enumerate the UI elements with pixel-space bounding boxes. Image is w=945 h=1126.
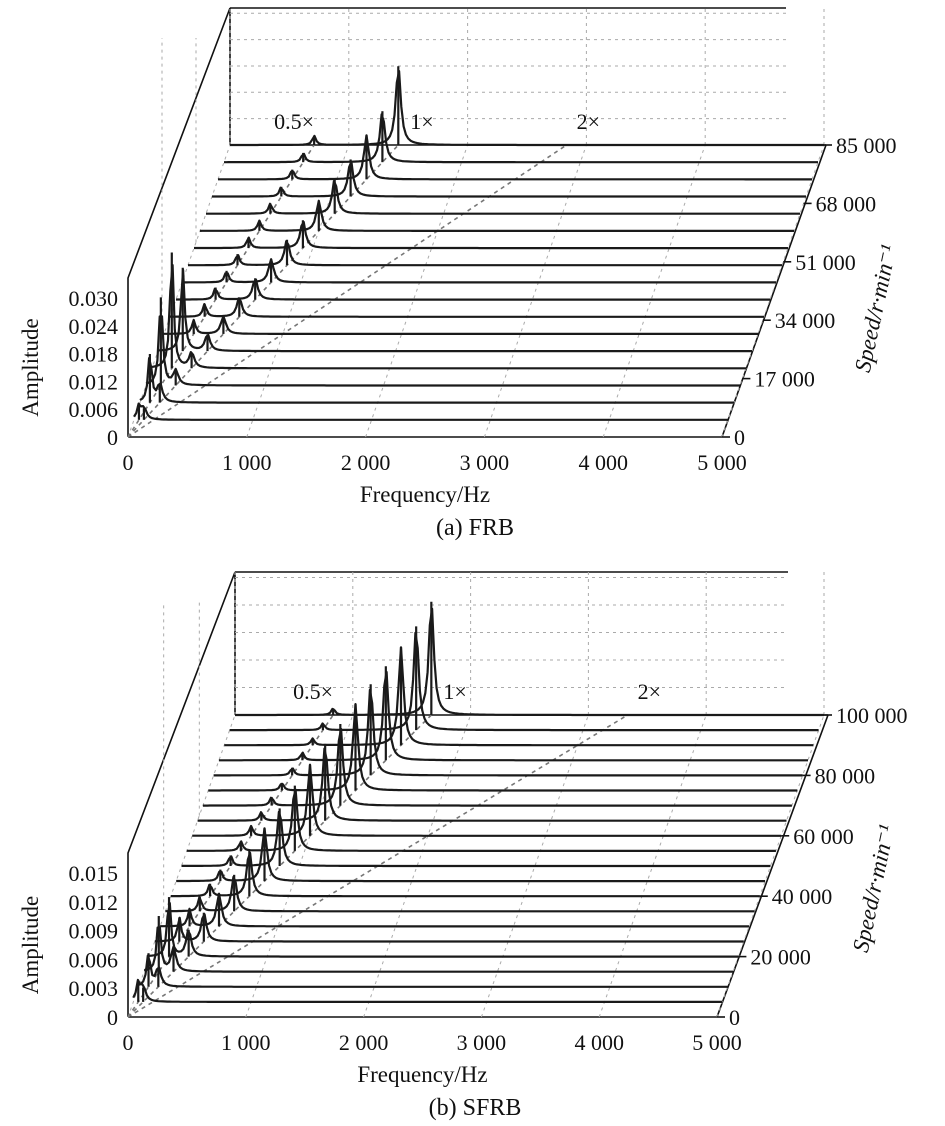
y-tick-label: 0.006 bbox=[68, 947, 118, 973]
order-label-2: 2× bbox=[576, 109, 601, 134]
y-tick-label: 0.009 bbox=[68, 918, 118, 944]
x-tick-label: 4 000 bbox=[578, 450, 628, 475]
order-label-0: 0.5× bbox=[274, 109, 315, 134]
z-tick-label: 40 000 bbox=[771, 884, 833, 910]
z-tick-label: 34 000 bbox=[774, 308, 836, 334]
left-wall-frame bbox=[128, 8, 230, 437]
y-tick-label: 0.015 bbox=[68, 861, 118, 886]
x-tick-label: 4 000 bbox=[574, 1030, 624, 1055]
order-label-1: 1× bbox=[443, 679, 467, 704]
order-label-1: 1× bbox=[410, 109, 434, 134]
floor-grid-line bbox=[484, 145, 586, 437]
spectrum-trace bbox=[200, 201, 794, 231]
order-line-2 bbox=[128, 145, 567, 437]
z-tick-label: 0 bbox=[734, 425, 745, 450]
spectrum-trace bbox=[133, 980, 722, 1002]
y-tick-label: 0.006 bbox=[68, 397, 118, 423]
x-tick-label: 3 000 bbox=[459, 450, 510, 475]
z-axis-line bbox=[722, 145, 826, 437]
spectrum-trace bbox=[188, 241, 782, 265]
spectrum-trace bbox=[164, 316, 758, 334]
spectrum-trace bbox=[140, 358, 734, 403]
z-tick-label: 17 000 bbox=[754, 366, 815, 392]
panel-a-waterfall bbox=[18, 8, 901, 541]
spectrum-trace bbox=[208, 704, 797, 790]
z-tick-label: 80 000 bbox=[814, 763, 876, 789]
spectrum-trace bbox=[194, 222, 788, 248]
x-tick-label: 2 000 bbox=[340, 450, 391, 475]
z-tick-label: 85 000 bbox=[836, 133, 897, 158]
y-tick-label: 0.003 bbox=[68, 976, 118, 1002]
y-axis-title: Amplitude bbox=[18, 318, 43, 417]
spectrum-trace bbox=[230, 71, 824, 145]
y-tick-label: 0 bbox=[107, 425, 118, 450]
spectrum-trace bbox=[155, 914, 744, 941]
panel-caption: (a) FRB bbox=[436, 515, 514, 541]
spectrum-trace bbox=[171, 853, 760, 896]
floor-grid-line bbox=[603, 145, 705, 437]
spectrum-trace bbox=[203, 729, 792, 806]
floor-grid-line bbox=[366, 145, 468, 437]
spectrum-trace bbox=[170, 299, 764, 317]
x-tick-label: 1 000 bbox=[221, 1030, 271, 1055]
x-tick-label: 0 bbox=[122, 450, 134, 475]
y-tick-label: 0.012 bbox=[68, 369, 118, 395]
order-label-2: 2× bbox=[637, 679, 662, 704]
spectrum-trace bbox=[144, 927, 733, 971]
z-tick-label: 20 000 bbox=[750, 944, 811, 970]
spectrum-trace bbox=[218, 135, 812, 179]
z-axis-title: Speed/r·min⁻¹ bbox=[849, 242, 902, 375]
x-tick-label: 5 000 bbox=[697, 450, 747, 475]
x-axis-title: Frequency/Hz bbox=[359, 482, 491, 507]
z-axis-title: Speed/r·min⁻¹ bbox=[847, 822, 900, 955]
panel-caption: (b) SFRB bbox=[428, 1095, 522, 1121]
x-tick-label: 5 000 bbox=[692, 1030, 742, 1055]
z-tick-label: 100 000 bbox=[836, 703, 908, 728]
x-tick-label: 1 000 bbox=[222, 450, 272, 475]
y-axis-title: Amplitude bbox=[18, 895, 43, 995]
x-tick-label: 3 000 bbox=[456, 1030, 507, 1055]
z-tick-label: 0 bbox=[729, 1005, 740, 1030]
y-tick-label: 0.024 bbox=[68, 313, 118, 339]
x-axis-title: Frequency/Hz bbox=[357, 1062, 488, 1087]
z-tick-label: 68 000 bbox=[815, 191, 877, 217]
y-tick-label: 0.030 bbox=[68, 286, 118, 311]
y-tick-label: 0 bbox=[107, 1005, 118, 1030]
z-tick-label: 60 000 bbox=[793, 823, 854, 849]
panel-b-waterfall bbox=[18, 572, 908, 1121]
z-tick-label: 51 000 bbox=[795, 249, 856, 275]
x-tick-label: 0 bbox=[122, 1030, 134, 1055]
y-tick-label: 0.012 bbox=[68, 889, 118, 915]
order-line-0 bbox=[128, 145, 314, 437]
x-tick-label: 2 000 bbox=[338, 1030, 389, 1055]
y-tick-label: 0.018 bbox=[68, 341, 118, 367]
order-label-0: 0.5× bbox=[293, 679, 334, 704]
spectrum-trace bbox=[134, 404, 728, 420]
